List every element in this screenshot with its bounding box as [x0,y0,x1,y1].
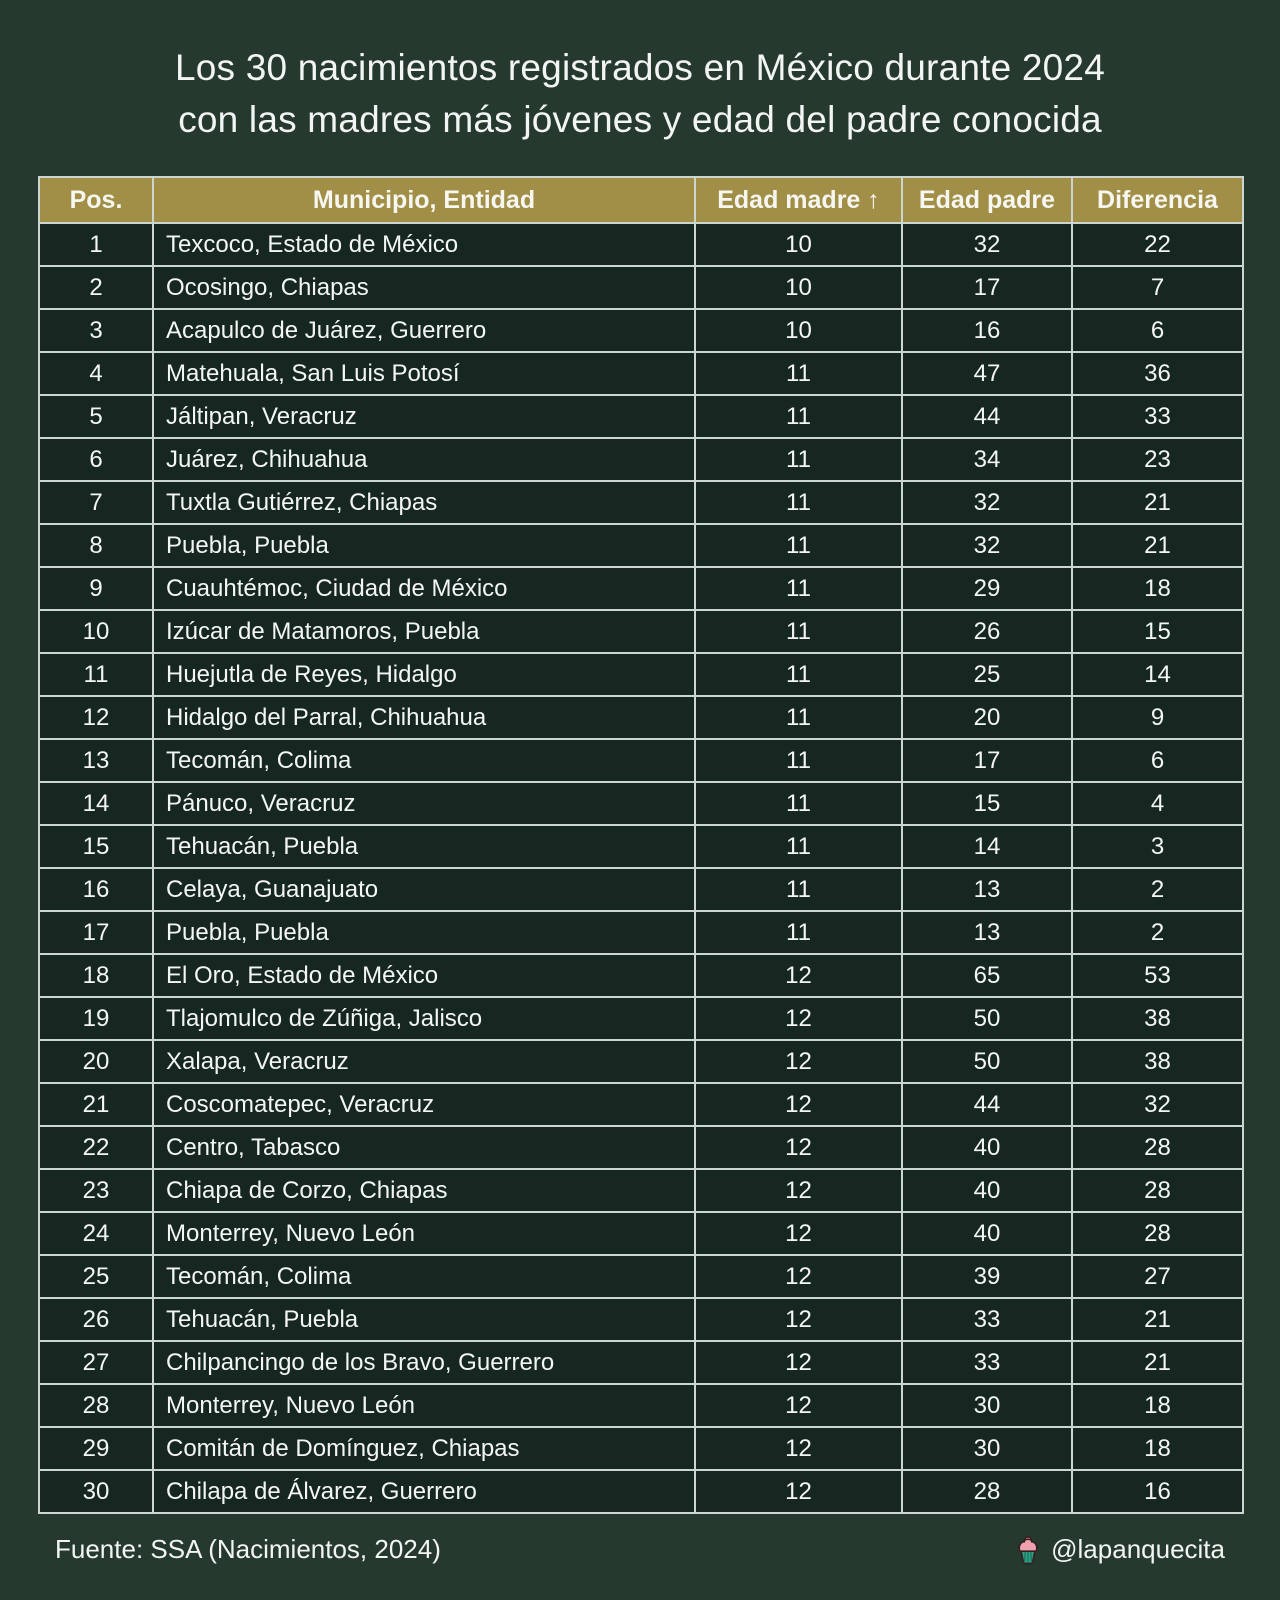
diferencia-cell: 23 [1072,438,1243,481]
pos-cell: 28 [39,1384,153,1427]
edad-madre-cell: 12 [695,1040,902,1083]
pos-cell: 30 [39,1470,153,1513]
credit-handle: @lapanquecita [1051,1534,1225,1564]
table-row [39,782,1243,825]
diferencia-cell: 18 [1072,1427,1243,1470]
municipio-cell: Puebla, Puebla [153,911,695,954]
edad-madre-cell: 11 [695,739,902,782]
cupcake-icon [1015,1535,1041,1565]
edad-padre-cell: 40 [902,1212,1072,1255]
title-line-2: con las madres más jóvenes y edad del padre conocida [178,99,1102,140]
municipio-cell: Cuauhtémoc, Ciudad de México [153,567,695,610]
diferencia-cell: 21 [1072,1298,1243,1341]
table-row [39,868,1243,911]
edad-padre-cell: 34 [902,438,1072,481]
municipio-cell: Chiapa de Corzo, Chiapas [153,1169,695,1212]
edad-madre-cell: 12 [695,1470,902,1513]
pos-cell: 22 [39,1126,153,1169]
edad-madre-cell: 12 [695,997,902,1040]
edad-madre-cell: 11 [695,395,902,438]
pos-cell: 24 [39,1212,153,1255]
edad-madre-cell: 12 [695,954,902,997]
table-row [39,825,1243,868]
diferencia-cell: 18 [1072,1384,1243,1427]
municipio-cell: Huejutla de Reyes, Hidalgo [153,653,695,696]
edad-madre-cell: 12 [695,1384,902,1427]
municipio-cell: Comitán de Domínguez, Chiapas [153,1427,695,1470]
municipio-cell: Celaya, Guanajuato [153,868,695,911]
edad-padre-cell: 50 [902,1040,1072,1083]
table-row [39,997,1243,1040]
table-row [39,1341,1243,1384]
edad-padre-cell: 32 [902,223,1072,266]
municipio-cell: Tehuacán, Puebla [153,825,695,868]
municipio-cell: Coscomatepec, Veracruz [153,1083,695,1126]
pos-cell: 29 [39,1427,153,1470]
edad-padre-cell: 32 [902,481,1072,524]
table-row [39,567,1243,610]
edad-madre-cell: 10 [695,266,902,309]
diferencia-cell: 21 [1072,1341,1243,1384]
municipio-cell: Jáltipan, Veracruz [153,395,695,438]
edad-padre-cell: 17 [902,739,1072,782]
table-row [39,395,1243,438]
pos-cell: 17 [39,911,153,954]
municipio-cell: Chilpancingo de los Bravo, Guerrero [153,1341,695,1384]
header-edad-padre: Edad padre [902,177,1072,223]
municipio-cell: Tecomán, Colima [153,1255,695,1298]
edad-padre-cell: 26 [902,610,1072,653]
pos-cell: 14 [39,782,153,825]
edad-madre-cell: 11 [695,825,902,868]
pos-cell: 7 [39,481,153,524]
table-row [39,653,1243,696]
edad-padre-cell: 65 [902,954,1072,997]
diferencia-cell: 9 [1072,696,1243,739]
municipio-cell: Monterrey, Nuevo León [153,1212,695,1255]
table-row [39,610,1243,653]
table-row [39,1427,1243,1470]
edad-padre-cell: 15 [902,782,1072,825]
pos-cell: 11 [39,653,153,696]
table-row [39,1083,1243,1126]
page-title [0,0,1280,146]
diferencia-cell: 32 [1072,1083,1243,1126]
table-row [39,266,1243,309]
table-row [39,1040,1243,1083]
edad-madre-cell: 11 [695,782,902,825]
edad-padre-cell: 40 [902,1126,1072,1169]
diferencia-cell: 2 [1072,911,1243,954]
pos-cell: 21 [39,1083,153,1126]
pos-cell: 12 [39,696,153,739]
edad-madre-cell: 11 [695,653,902,696]
edad-padre-cell: 13 [902,911,1072,954]
header-edad-madre: Edad madre ↑ [695,177,902,223]
pos-cell: 3 [39,309,153,352]
table-row [39,954,1243,997]
diferencia-cell: 21 [1072,524,1243,567]
edad-padre-cell: 20 [902,696,1072,739]
edad-madre-cell: 12 [695,1427,902,1470]
diferencia-cell: 2 [1072,868,1243,911]
diferencia-cell: 6 [1072,309,1243,352]
diferencia-cell: 16 [1072,1470,1243,1513]
table-row [39,524,1243,567]
diferencia-cell: 36 [1072,352,1243,395]
edad-padre-cell: 44 [902,1083,1072,1126]
edad-padre-cell: 30 [902,1384,1072,1427]
municipio-cell: Acapulco de Juárez, Guerrero [153,309,695,352]
diferencia-cell: 28 [1072,1212,1243,1255]
pos-cell: 9 [39,567,153,610]
municipio-cell: Tecomán, Colima [153,739,695,782]
municipio-cell: Matehuala, San Luis Potosí [153,352,695,395]
municipio-cell: Juárez, Chihuahua [153,438,695,481]
municipio-cell: Chilapa de Álvarez, Guerrero [153,1470,695,1513]
table-row [39,739,1243,782]
diferencia-cell: 27 [1072,1255,1243,1298]
pos-cell: 20 [39,1040,153,1083]
pos-cell: 15 [39,825,153,868]
edad-madre-cell: 12 [695,1212,902,1255]
municipio-cell: Texcoco, Estado de México [153,223,695,266]
edad-madre-cell: 11 [695,567,902,610]
edad-madre-cell: 11 [695,696,902,739]
title-line-1: Los 30 nacimientos registrados en México durante 2024 [175,47,1105,88]
diferencia-cell: 38 [1072,1040,1243,1083]
municipio-cell: Izúcar de Matamoros, Puebla [153,610,695,653]
diferencia-cell: 22 [1072,223,1243,266]
diferencia-cell: 33 [1072,395,1243,438]
pos-cell: 23 [39,1169,153,1212]
edad-madre-cell: 12 [695,1083,902,1126]
edad-madre-cell: 10 [695,223,902,266]
edad-madre-cell: 12 [695,1255,902,1298]
diferencia-cell: 53 [1072,954,1243,997]
table-row [39,309,1243,352]
pos-cell: 16 [39,868,153,911]
pos-cell: 19 [39,997,153,1040]
table-row [39,1126,1243,1169]
edad-padre-cell: 30 [902,1427,1072,1470]
edad-padre-cell: 17 [902,266,1072,309]
municipio-cell: Xalapa, Veracruz [153,1040,695,1083]
municipio-cell: Hidalgo del Parral, Chihuahua [153,696,695,739]
edad-padre-cell: 33 [902,1341,1072,1384]
edad-padre-cell: 28 [902,1470,1072,1513]
table-row [39,481,1243,524]
edad-padre-cell: 33 [902,1298,1072,1341]
pos-cell: 4 [39,352,153,395]
footer [55,1534,1225,1565]
edad-padre-cell: 16 [902,309,1072,352]
diferencia-cell: 3 [1072,825,1243,868]
births-table [38,176,1244,1514]
table-row [39,1384,1243,1427]
edad-padre-cell: 25 [902,653,1072,696]
edad-madre-cell: 11 [695,438,902,481]
header-diferencia: Diferencia [1072,177,1243,223]
diferencia-cell: 18 [1072,567,1243,610]
edad-padre-cell: 32 [902,524,1072,567]
header-municipio: Municipio, Entidad [153,177,695,223]
diferencia-cell: 28 [1072,1126,1243,1169]
table-row [39,911,1243,954]
edad-padre-cell: 47 [902,352,1072,395]
pos-cell: 18 [39,954,153,997]
diferencia-cell: 21 [1072,481,1243,524]
municipio-cell: Tlajomulco de Zúñiga, Jalisco [153,997,695,1040]
diferencia-cell: 15 [1072,610,1243,653]
edad-madre-cell: 11 [695,911,902,954]
pos-cell: 13 [39,739,153,782]
edad-padre-cell: 14 [902,825,1072,868]
municipio-cell: Puebla, Puebla [153,524,695,567]
diferencia-cell: 4 [1072,782,1243,825]
credit [1015,1534,1225,1565]
table-row [39,1212,1243,1255]
municipio-cell: Pánuco, Veracruz [153,782,695,825]
pos-cell: 10 [39,610,153,653]
diferencia-cell: 38 [1072,997,1243,1040]
diferencia-cell: 7 [1072,266,1243,309]
municipio-cell: Monterrey, Nuevo León [153,1384,695,1427]
pos-cell: 8 [39,524,153,567]
edad-padre-cell: 39 [902,1255,1072,1298]
table-row [39,352,1243,395]
edad-madre-cell: 12 [695,1298,902,1341]
municipio-cell: Tehuacán, Puebla [153,1298,695,1341]
edad-padre-cell: 50 [902,997,1072,1040]
municipio-cell: Centro, Tabasco [153,1126,695,1169]
edad-madre-cell: 12 [695,1169,902,1212]
edad-madre-cell: 12 [695,1341,902,1384]
table-row [39,223,1243,266]
edad-madre-cell: 11 [695,610,902,653]
table-body [39,223,1243,1513]
pos-cell: 5 [39,395,153,438]
edad-padre-cell: 44 [902,395,1072,438]
table-row [39,1470,1243,1513]
edad-madre-cell: 11 [695,352,902,395]
table-row [39,438,1243,481]
pos-cell: 6 [39,438,153,481]
edad-madre-cell: 11 [695,524,902,567]
edad-madre-cell: 12 [695,1126,902,1169]
pos-cell: 25 [39,1255,153,1298]
table-row [39,1298,1243,1341]
edad-padre-cell: 13 [902,868,1072,911]
diferencia-cell: 14 [1072,653,1243,696]
pos-cell: 1 [39,223,153,266]
pos-cell: 26 [39,1298,153,1341]
diferencia-cell: 6 [1072,739,1243,782]
source-text: Fuente: SSA (Nacimientos, 2024) [55,1534,441,1564]
pos-cell: 27 [39,1341,153,1384]
municipio-cell: Ocosingo, Chiapas [153,266,695,309]
municipio-cell: Tuxtla Gutiérrez, Chiapas [153,481,695,524]
pos-cell: 2 [39,266,153,309]
edad-madre-cell: 11 [695,481,902,524]
edad-madre-cell: 10 [695,309,902,352]
table-row [39,1255,1243,1298]
municipio-cell: El Oro, Estado de México [153,954,695,997]
diferencia-cell: 28 [1072,1169,1243,1212]
edad-padre-cell: 29 [902,567,1072,610]
table-row [39,1169,1243,1212]
header-row [39,177,1243,223]
header-pos: Pos. [39,177,153,223]
edad-madre-cell: 11 [695,868,902,911]
table-row [39,696,1243,739]
edad-padre-cell: 40 [902,1169,1072,1212]
